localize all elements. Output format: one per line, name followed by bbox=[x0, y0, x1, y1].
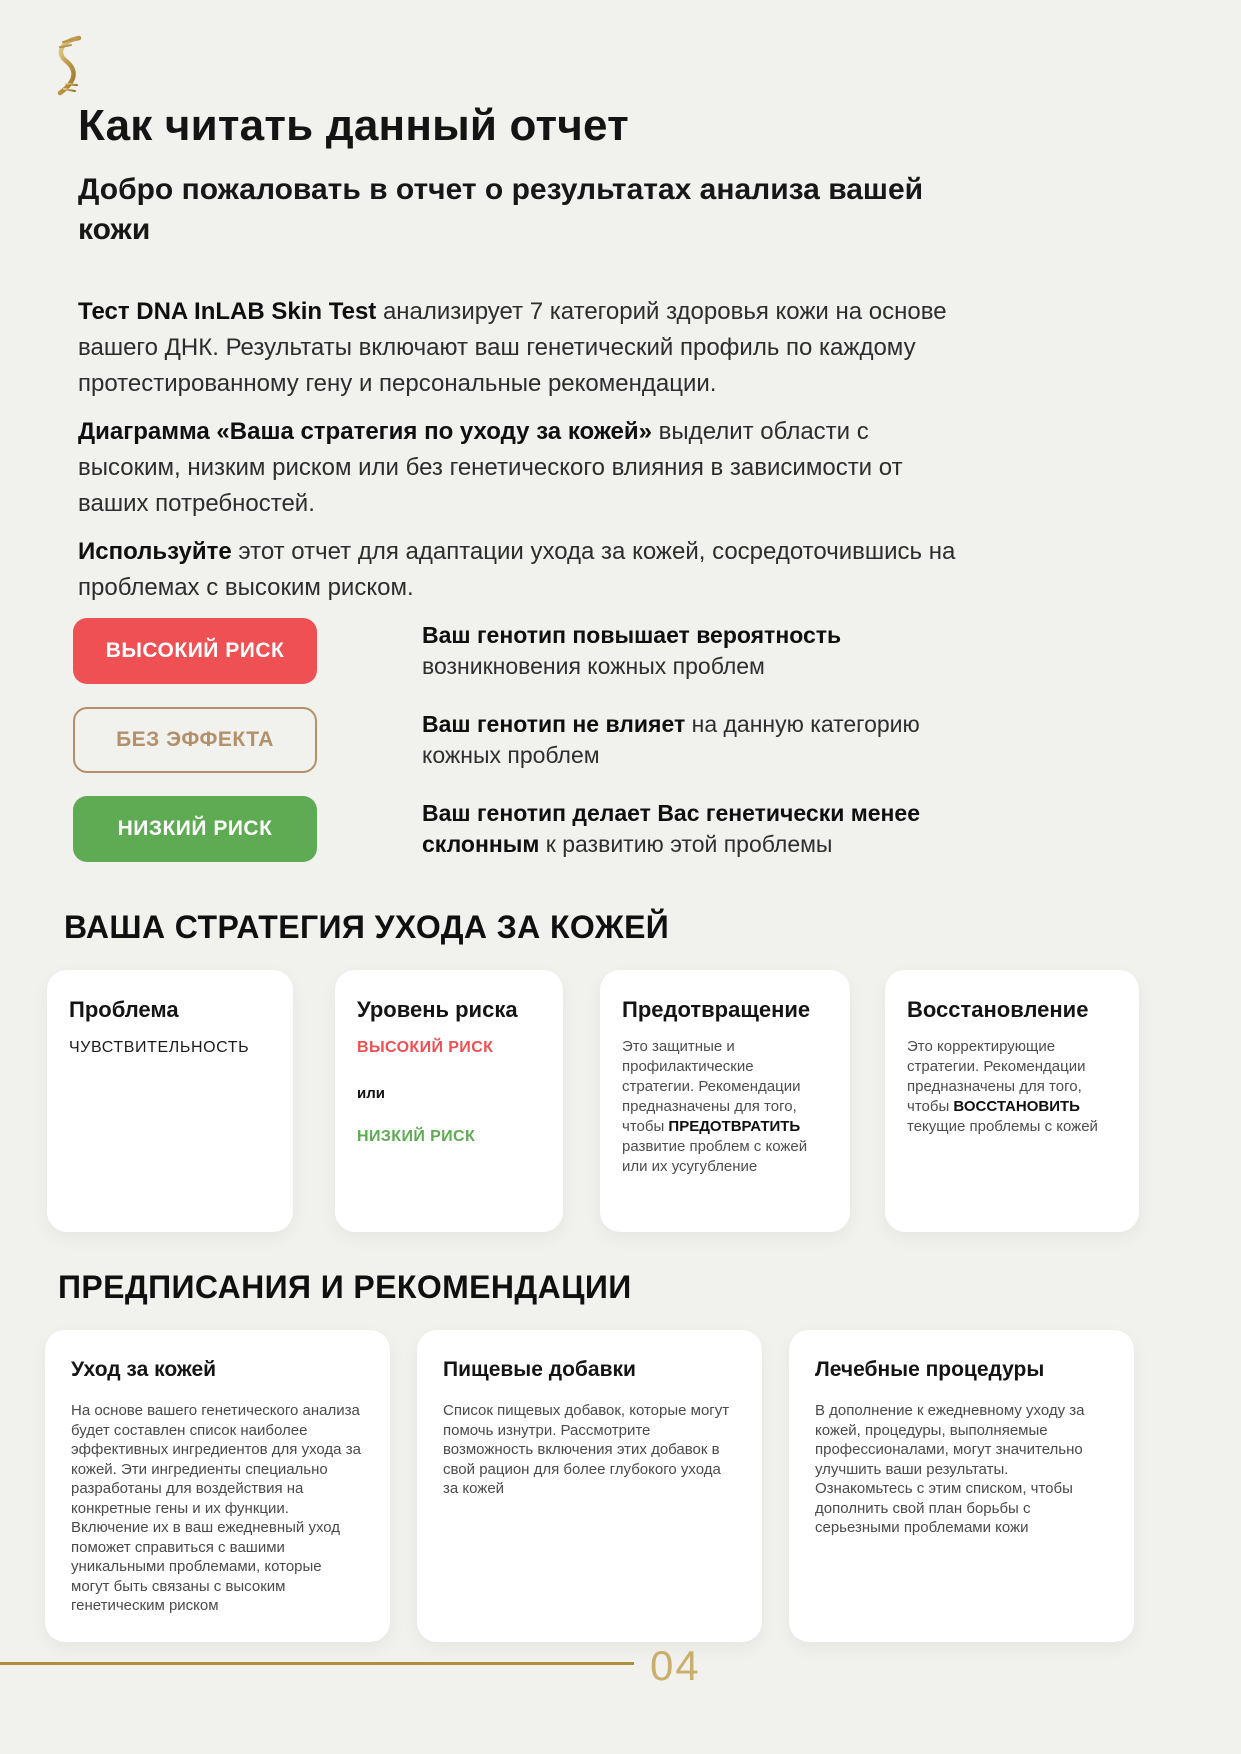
description-text: возникновения кожных проблем bbox=[422, 653, 765, 679]
card-title: Уход за кожей bbox=[71, 1358, 217, 1381]
page-title: Как читать данный отчет bbox=[78, 101, 629, 150]
risk-legend bbox=[73, 618, 922, 885]
problem-card bbox=[47, 970, 293, 1232]
risk-high-label: ВЫСОКИЙ РИСК bbox=[357, 1039, 494, 1056]
problem-value: ЧУВСТВИТЕЛЬНОСТЬ bbox=[69, 1039, 250, 1056]
page-number: 04 bbox=[650, 1642, 701, 1689]
card-title: Проблема bbox=[69, 997, 179, 1022]
body-text: текущие проблемы с кожей bbox=[907, 1118, 1098, 1135]
card-title: Восстановление bbox=[907, 997, 1089, 1022]
low-risk-description bbox=[422, 798, 922, 860]
intro-text: анализирует 7 категорий здоровья кожи на основе вашего ДНК. Результаты включают ваш генетический профиль по каждому протестированному гену и персональные рекомендации. bbox=[78, 298, 947, 397]
dna-logo-icon bbox=[50, 34, 88, 98]
risk-or-label: или bbox=[357, 1085, 385, 1102]
recommendations-section-title: ПРЕДПИСАНИЯ И РЕКОМЕНДАЦИИ bbox=[58, 1269, 632, 1305]
high-risk-badge: ВЫСОКИЙ РИСК bbox=[73, 618, 317, 684]
intro-paragraph-diagram bbox=[78, 414, 968, 522]
treatments-card bbox=[789, 1330, 1134, 1642]
footer-divider bbox=[0, 1662, 634, 1665]
low-risk-badge: НИЗКИЙ РИСК bbox=[73, 796, 317, 862]
description-bold: Ваш генотип делает Вас генетически менее склонным bbox=[422, 800, 921, 857]
card-title: Уровень риска bbox=[357, 997, 518, 1022]
legend-row-high-risk bbox=[73, 618, 922, 684]
intro-text: этот отчет для адаптации ухода за кожей, сосредоточившись на проблемах с высоким риском. bbox=[78, 538, 956, 601]
body-text: развитие проблем с кожей или их усугубление bbox=[622, 1138, 808, 1175]
restoration-card bbox=[885, 970, 1139, 1232]
intro-paragraph-test bbox=[78, 294, 968, 402]
legend-row-no-effect bbox=[73, 707, 922, 773]
treatments-text: В дополнение к ежедневному уходу за кожей, процедуры, выполняемые профессионалами, могут значительно улучшить ваши результаты. Ознакомьтесь с этим списком, чтобы дополнить свой план борьбы с серьезными проблемами кожи bbox=[815, 1402, 1085, 1536]
intro-paragraph-use bbox=[78, 534, 968, 606]
high-risk-description bbox=[422, 620, 922, 682]
body-text: Это корректирующие стратегии. Рекомендации предназначены для того, чтобы bbox=[907, 1038, 1086, 1115]
description-bold: Ваш генотип не влияет bbox=[422, 711, 686, 737]
restoration-text bbox=[907, 1037, 1117, 1137]
card-title: Лечебные процедуры bbox=[815, 1358, 1045, 1381]
intro-lead: Используйте bbox=[78, 538, 232, 565]
skincare-card bbox=[45, 1330, 390, 1642]
page-subtitle: Добро пожаловать в отчет о результатах анализа вашей кожи bbox=[78, 173, 924, 246]
description-bold: Ваш генотип повышает вероятность bbox=[422, 622, 842, 648]
card-title: Предотвращение bbox=[622, 997, 811, 1022]
prevention-text bbox=[622, 1037, 828, 1177]
prevention-card bbox=[600, 970, 850, 1232]
risk-low-label: НИЗКИЙ РИСК bbox=[357, 1128, 476, 1145]
intro-lead: Диаграмма «Ваша стратегия по уходу за кожей» bbox=[78, 418, 653, 445]
body-text: Это защитные и профилактические стратегии. Рекомендации предназначены для того, чтобы bbox=[622, 1038, 801, 1135]
no-effect-badge: БЕЗ ЭФФЕКТА bbox=[73, 707, 317, 773]
risk-level-card bbox=[335, 970, 563, 1232]
intro-lead: Тест DNA InLAB Skin Test bbox=[78, 298, 377, 325]
no-effect-description bbox=[422, 709, 922, 771]
supplements-text: Список пищевых добавок, которые могут помочь изнутри. Рассмотрите возможность включения этих добавок в свой рацион для более глубокого ухода за кожей bbox=[443, 1402, 730, 1497]
strategy-section-title: ВАША СТРАТЕГИЯ УХОДА ЗА КОЖЕЙ bbox=[64, 909, 670, 945]
body-emphasis: ПРЕДОТВРАТИТЬ bbox=[668, 1118, 801, 1135]
supplements-card bbox=[417, 1330, 762, 1642]
intro-section bbox=[78, 294, 968, 618]
intro-text: выделит области с высоким, низким риском или без генетического влияния в зависимости от ваших потребностей. bbox=[78, 418, 903, 517]
card-title: Пищевые добавки bbox=[443, 1358, 636, 1381]
skincare-text: На основе вашего генетического анализа будет составлен список наиболее эффективных ингредиентов для ухода за кожей. Эти ингредиенты специально разработаны для воздействия на конкретные гены и их функции. Включение их в ваш ежедневный уход поможет справиться с вашими уникальными проблемами, которые могут быть связаны с высоким генетическим риском bbox=[71, 1402, 361, 1614]
legend-row-low-risk bbox=[73, 796, 922, 862]
description-text: к развитию этой проблемы bbox=[539, 831, 833, 857]
description-text: на данную категорию кожных проблем bbox=[422, 711, 920, 768]
body-emphasis: ВОССТАНОВИТЬ bbox=[953, 1098, 1080, 1115]
